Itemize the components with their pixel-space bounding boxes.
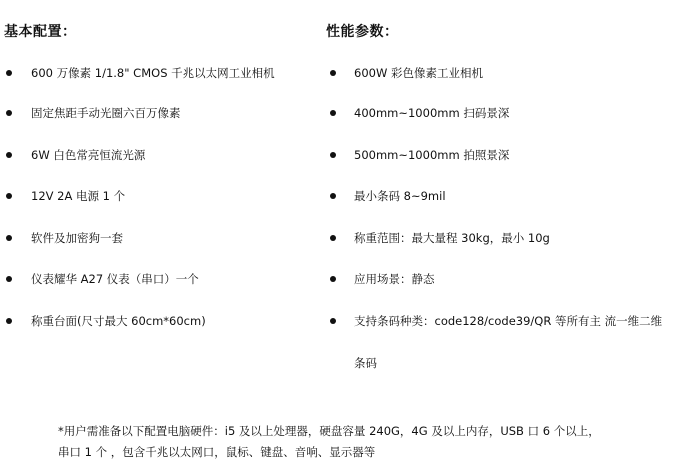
- basic-config-heading: 基本配置：: [4, 24, 77, 40]
- list-item-text: 固定焦距手动光圈六百万像素: [31, 106, 181, 120]
- list-item-text: 600W 彩色像素工业相机: [354, 66, 483, 80]
- list-item-text: 12V 2A 电源 1 个: [31, 189, 126, 203]
- bullet-icon: [6, 193, 12, 199]
- footnote-line-1: *用户需准备以下配置电脑硬件：i5 及以上处理器，硬盘容量 240G，4G 及以上内存，USB 口 6 个以上，: [58, 424, 600, 438]
- bullet-icon: [330, 318, 336, 324]
- bullet-icon: [6, 70, 12, 76]
- bullet-icon: [6, 110, 12, 116]
- list-item-text: 称重台面(尺寸最大 60cm*60cm): [31, 314, 206, 328]
- list-item-text: 称重范围：最大量程 30kg，最小 10g: [354, 231, 550, 245]
- bullet-icon: [330, 276, 336, 282]
- bullet-icon: [6, 152, 12, 158]
- bullet-icon: [330, 193, 336, 199]
- list-item-text: 6W 白色常亮恒流光源: [31, 148, 146, 162]
- list-item-text: 400mm~1000mm 扫码景深: [354, 106, 510, 120]
- list-item-text: 支持条码种类：code128/code39/QR 等所有主 流一维二维: [354, 314, 663, 328]
- bullet-icon: [6, 276, 12, 282]
- list-item-continuation: 条码: [354, 356, 377, 370]
- footnote-line-2: 串口 1 个 ，包含千兆以太网口，鼠标、键盘、音响、显示器等: [58, 445, 376, 459]
- bullet-icon: [330, 110, 336, 116]
- bullet-icon: [330, 70, 336, 76]
- bullet-icon: [330, 235, 336, 241]
- list-item-text: 最小条码 8~9mil: [354, 189, 446, 203]
- list-item-text: 仪表耀华 A27 仪表（串口）一个: [31, 272, 199, 286]
- bullet-icon: [6, 235, 12, 241]
- list-item-text: 软件及加密狗一套: [31, 231, 123, 245]
- bullet-icon: [6, 318, 12, 324]
- bullet-icon: [330, 152, 336, 158]
- list-item-text: 应用场景：静态: [354, 272, 435, 286]
- list-item-text: 500mm~1000mm 拍照景深: [354, 148, 510, 162]
- performance-heading: 性能参数：: [326, 24, 399, 40]
- list-item-text: 600 万像素 1/1.8" CMOS 千兆以太网工业相机: [31, 66, 275, 80]
